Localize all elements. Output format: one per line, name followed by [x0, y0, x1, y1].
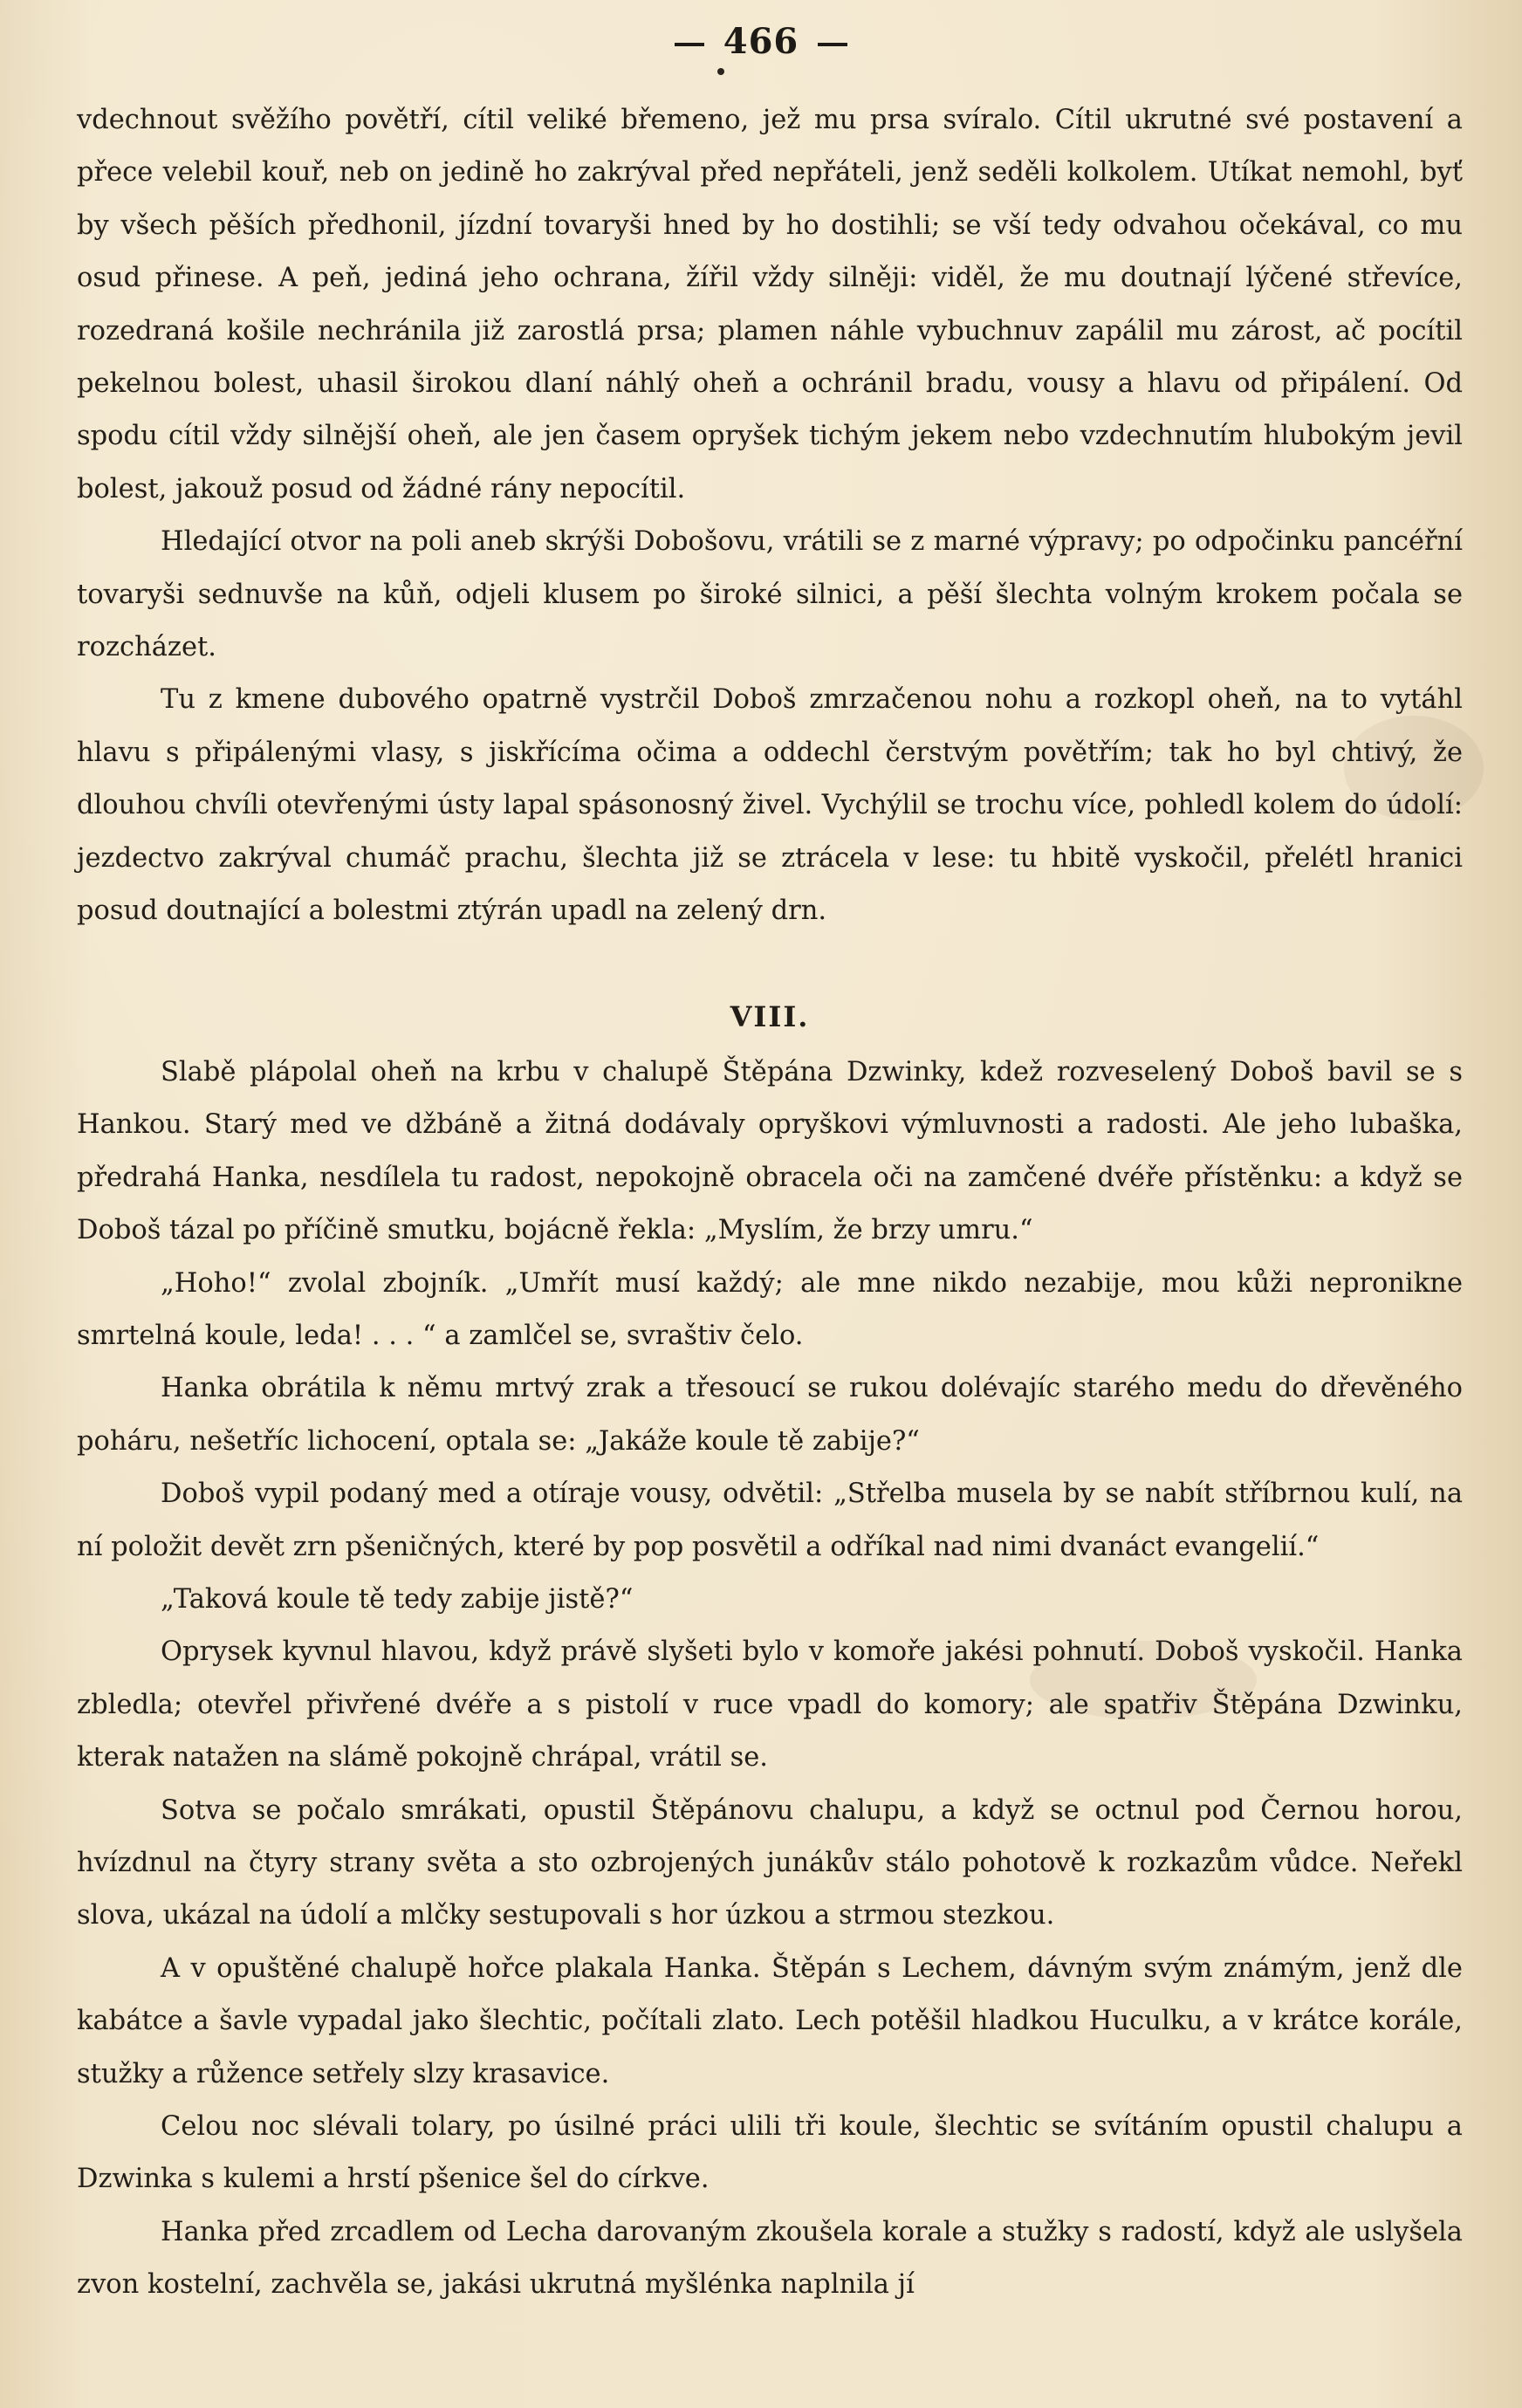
page-header — [0, 21, 1522, 62]
page-number: 466 — [723, 21, 799, 62]
paragraph: Celou noc slévali tolary, po úsilné práci ulili tři koule, šlechtic se svítáním opustil chalupu a Dzwinka s kulemi a hrstí pšenice šel do církve. — [77, 2111, 1463, 2195]
paragraph: Sotva se počalo smrákati, opustil Štěpánovu chalupu, a když se octnul pod Černou horou, hvízdnul na čtyry strany světa a sto ozbrojených junákův stálo pohotově k rozkazům vůdce. Neřekl slova, ukázal na údolí a mlčky sestupovali s hor úzkou a strmou stezkou. — [77, 1794, 1463, 1931]
paragraph: Hanka před zrcadlem od Lecha darovaným zkoušela korale a stužky s radostí, když ale uslyšela zvon kostelní, zachvěla se, jakási ukrutná myšlénka naplnila jí — [77, 2216, 1463, 2301]
paragraph: Hledající otvor na poli aneb skrýši Dobošovu, vrátili se z marné výpravy; po odpočinku pancéřní tovaryši sednuvše na kůň, odjeli klusem po široké silnici, a pěší šlechta volným krokem počala se rozcházet. — [77, 526, 1463, 663]
header-dash-left — [675, 43, 704, 46]
paragraph: Hanka obrátila k němu mrtvý zrak a třesoucí se rukou dolévajíc starého medu do dřevěného poháru, nešetříc lichocení, optala se: „Jakáže koule tě zabije?“ — [77, 1373, 1463, 1457]
paragraph: A v opuštěné chalupě hořce plakala Hanka. Štěpán s Lechem, dávným svým známým, jenž dle kabátce a šavle vypadal jako šlechtic, počítali zlato. Lech potěšil hladkou Huculku, a v krátce korále, stužky a růžence setřely slzy krasavice. — [77, 1952, 1463, 2089]
header-dot — [717, 68, 724, 75]
paragraph: „Hoho!“ zvolal zbojník. „Umřít musí každý; ale mne nikdo nezabije, mou kůži nepronikne smrtelná koule, leda! . . . “ a zamlčel se, svraštiv čelo. — [77, 1267, 1463, 1351]
paragraph: Tu z kmene dubového opatrně vystrčil Doboš zmrzačenou nohu a rozkopl oheň, na to vytáhl hlavu s připálenými vlasy, s jiskřícíma očima a oddechl čerstvým povětřím; tak ho byl chtivý, že dlouhou chvíli otevřenými ústy lapal spásonosný živel. Vychýlil se trochu více, pohledl kolem do údolí: jezdectvo zakrýval chumáč prachu, šlechta již se ztrácela v lese: tu hbitě vyskočil, přelétl hranici posud doutnající a bolestmi ztýrán upadl na zelený drn. — [77, 684, 1463, 927]
paragraph: „Taková koule tě tedy zabije jistě?“ — [161, 1583, 634, 1615]
body-text — [77, 94, 1463, 2312]
paragraph: Doboš vypil podaný med a otíraje vousy, odvětil: „Střelba musela by se nabít stříbrnou kulí, na ní položit devět zrn pšeničných, které by pop posvětil a odříkal nad nimi dvanáct evangelií.“ — [77, 1478, 1463, 1562]
paragraph: Oprysek kyvnul hlavou, když právě slyšeti bylo v komoře jakési pohnutí. Doboš vyskočil. Hanka zbledla; otevřel přivřené dvéře a s pistolí v ruce vpadl do komory; ale spatřiv Štěpána Dzwinku, kterak natažen na slámě pokojně chrápal, vrátil se. — [77, 1636, 1463, 1773]
paragraph: Slabě plápolal oheň na krbu v chalupě Štěpána Dzwinky, kdež rozveselený Doboš bavil se s Hankou. Starý med ve džbáně a žitná dodávaly opryškovi výmluvnosti a radosti. Ale jeho lubaška, předrahá Hanka, nesdílela tu radost, nepokojně obracela oči na zamčené dvéře přístěnku: a když se Doboš tázal po příčině smutku, bojácně řekla: „Myslím, že brzy umru.“ — [77, 1056, 1463, 1246]
paragraph: vdechnout svěžího povětří, cítil veliké břemeno, jež mu prsa svíralo. Cítil ukrutné své postavení a přece velebil kouř, neb on jedině ho zakrýval před nepřáteli, jenž seděli kolkolem. Utíkat nemohl, byť by všech pěších předhonil, jízdní tovaryši hned by ho dostihli; se vší tedy odvahou očekával, co mu osud přinese. A peň, jediná jeho ochrana, žířil vždy silněji: viděl, že mu doutnají lýčené střevíce, rozedraná košile nechránila již zarostlá prsa; plamen náhle vybuchnuv zapálil mu zárost, ač pocítil pekelnou bolest, uhasil širokou dlaní náhlý oheň a ochránil bradu, vousy a hlavu od připálení. Od spodu cítil vždy silnější oheň, ale jen časem opryšek tichým jekem nebo vzdechnutím hlubokým jevil bolest, jakouž posud od žádné rány nepocítil. — [77, 105, 1463, 504]
header-dash-right — [818, 43, 847, 46]
chapter-heading: VIII. — [730, 999, 810, 1033]
